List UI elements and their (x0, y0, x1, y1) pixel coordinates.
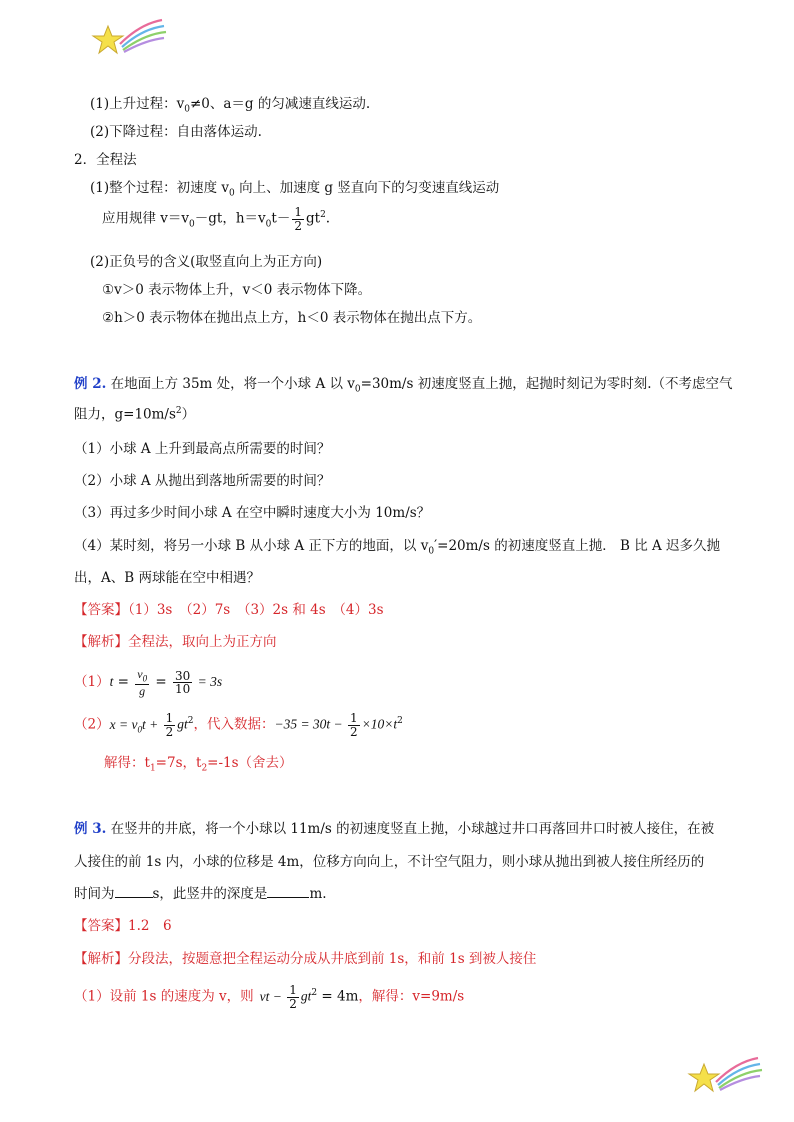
fraction: $\frac{1}{2}$ (294, 205, 302, 233)
answer-2: 【答案】（1）3s （2）7s （3）2s 和 4s （4）3s (74, 602, 384, 618)
fraction: $\frac{v_0}{g}$ (137, 667, 148, 698)
height-sign-line: ②h＞0 表示物体在抛出点上方，h＜0 表示物体在抛出点下方。 (102, 310, 482, 326)
question-4-line2: 出，A、B 两球能在空中相遇？ (74, 570, 260, 586)
fraction: $\frac{1}{2}$ (165, 711, 174, 739)
solution-2-result: 解得：$t_1=7s$，$t_2=-1s$（舍去） (104, 755, 293, 774)
example3-line3: 时间为 s，此竖井的深度是 m. (74, 886, 327, 902)
question-3: （3）再过多少时间小球 A 在空中瞬时速度大小为 10m/s？ (74, 505, 431, 521)
fraction: $\frac{30}{10}$ (175, 668, 191, 697)
fraction: $\frac{1}{2}$ (289, 983, 297, 1011)
sign-meaning-line: (2)正负号的含义(取竖直向上为正方向) (90, 254, 323, 270)
example3-line1: 例 3. 在竖井的井底，将一个小球以 11m/s 的初速度竖直上抛，小球越过井口再落回井口时被人接住，在被 (74, 821, 715, 837)
star-logo-icon (93, 20, 166, 53)
star-logo-top (90, 14, 170, 62)
analysis-2: 【解析】全程法，取向上为正方向 (74, 634, 277, 650)
analysis-3: 【解析】分段法，按题意把全程运动分成从井底到前 1s，和前 1s 到被人接住 (74, 951, 537, 967)
method-heading: 2．全程法 (74, 152, 137, 168)
answer-blank-1 (115, 897, 153, 898)
fraction: $\frac{1}{2}$ (350, 711, 358, 739)
question-2: （2）小球 A 从抛出到落地所需要的时间？ (74, 473, 331, 489)
star-logo-bottom (686, 1052, 766, 1100)
velocity-sign-line: ①v＞0 表示物体上升，v＜0 表示物体下降。 (102, 282, 372, 298)
solution-3: （1）设前 1s 的速度为 v，则 vt − $\frac{1}{2}$ $gt^2 = 4m$，解得：v=9m/s (74, 983, 465, 1011)
solution-1: （1）t = $\frac{v_0}{g}$ = $\frac{30}{10}$ = 3s (74, 667, 223, 698)
star-logo-icon (689, 1058, 762, 1091)
example2-line1: 例 2. 在地面上方 35m 处，将一个小球 A 以 $v_0=30m/s$ 初速度竖直上抛，起抛时刻记为零时刻.（不考虑空气 (74, 376, 733, 395)
question-4-line1: （4）某时刻，将另一小球 B 从小球 A 正下方的地面，以 $v_0'=20m/s$ 的初速度竖直上抛． B 比 A 迟多久抛 (74, 538, 721, 557)
answer-blank-2 (267, 897, 309, 898)
example2-line2: 阻力，$g=10m/s^2$） (74, 406, 196, 423)
formula-line: 应用规律 $v=v_0-gt$，$h=v_0t-$ $\frac{1}{2}$ $gt^2$. (102, 205, 331, 233)
rise-process-line: (1)上升过程：$v_0\ne 0$、a＝g 的匀减速直线运动. (90, 96, 371, 115)
solution-2: $(2)x = v_0t$ + $\frac{1}{2}$ $gt^2$，代入数据：−35 = 30t − $\frac{1}{2}$ $\times 10\times t^2$ (74, 711, 403, 739)
question-1: （1）小球 A 上升到最高点所需要的时间？ (74, 441, 331, 457)
example3-line2: 人接住的前 1s 内，小球的位移是 4m，位移方向向上，不计空气阻力，则小球从抛出到被人接住所经历的 (74, 854, 705, 870)
answer-3: 【答案】1.2 6 (74, 918, 172, 934)
fall-process-line: (2)下降过程：自由落体运动. (90, 124, 262, 140)
whole-process-line: (1)整个过程：初速度 $v_0$ 向上、加速度 g 竖直向下的匀变速直线运动 (90, 180, 500, 199)
